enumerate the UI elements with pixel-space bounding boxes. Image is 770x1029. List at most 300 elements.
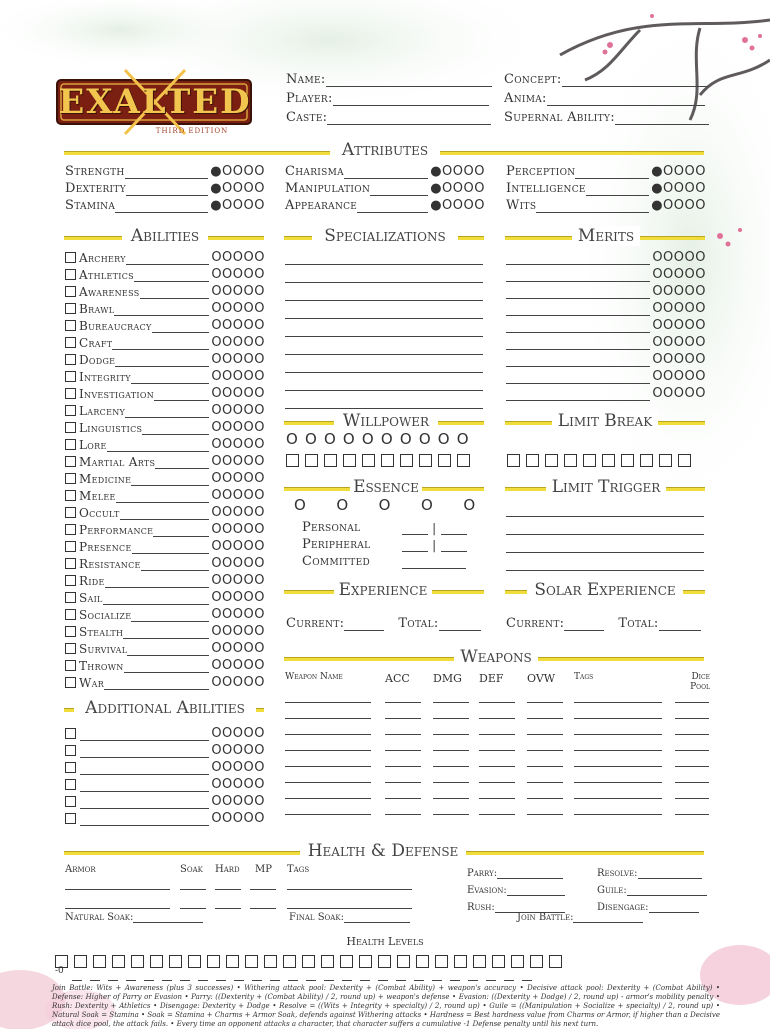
- join-battle-field[interactable]: [573, 912, 643, 923]
- ability-dots[interactable]: OOOOO: [211, 403, 265, 418]
- weapon-cell[interactable]: [433, 766, 469, 767]
- attribute-dots[interactable]: ●OOOO: [430, 164, 485, 179]
- weapon-cell[interactable]: [433, 702, 469, 703]
- merit-dots[interactable]: OOOOO: [652, 369, 706, 384]
- ability-favored-checkbox[interactable]: [65, 541, 76, 552]
- weapon-cell[interactable]: [285, 798, 371, 799]
- ability-favored-checkbox[interactable]: [65, 388, 76, 399]
- ability-dots[interactable]: OOOOO: [211, 386, 265, 401]
- track-box[interactable]: [640, 454, 653, 467]
- ability-favored-checkbox[interactable]: [65, 507, 76, 518]
- weapon-cell[interactable]: [574, 814, 662, 815]
- health-penalty-line[interactable]: [270, 972, 280, 981]
- attribute-specialty-line[interactable]: [115, 200, 208, 213]
- weapon-cell[interactable]: [527, 718, 563, 719]
- weapon-cell[interactable]: [675, 782, 709, 783]
- ability-dots[interactable]: OOOOO: [211, 471, 265, 486]
- weapon-cell[interactable]: [675, 734, 709, 735]
- weapon-cell[interactable]: [527, 766, 563, 767]
- ability-dots[interactable]: OOOOO: [211, 573, 265, 588]
- health-penalty-line[interactable]: [216, 972, 226, 981]
- supernal-ability-field[interactable]: [615, 110, 709, 125]
- attribute-dots[interactable]: ●OOOO: [651, 164, 706, 179]
- attribute-dots[interactable]: ●OOOO: [430, 198, 485, 213]
- ability-favored-checkbox[interactable]: [65, 320, 76, 331]
- track-box[interactable]: [602, 454, 615, 467]
- additional-ability-checkbox[interactable]: [65, 762, 76, 773]
- specialization-line[interactable]: [285, 248, 483, 265]
- health-penalty-line[interactable]: [450, 972, 460, 981]
- ability-line[interactable]: [107, 439, 210, 452]
- ability-favored-checkbox[interactable]: [65, 439, 76, 450]
- attribute-dots[interactable]: ●OOOO: [210, 164, 265, 179]
- ability-dots[interactable]: OOOOO: [211, 556, 265, 571]
- ability-favored-checkbox[interactable]: [65, 609, 76, 620]
- track-box[interactable]: [564, 454, 577, 467]
- peripheral-max-field[interactable]: [441, 539, 467, 552]
- willpower-boxes[interactable]: [286, 450, 476, 469]
- weapon-cell[interactable]: [433, 814, 469, 815]
- additional-ability-checkbox[interactable]: [65, 745, 76, 756]
- weapon-cell[interactable]: [285, 782, 371, 783]
- anima-field[interactable]: [547, 91, 705, 106]
- soak-field-1[interactable]: [180, 889, 206, 890]
- attribute-dots[interactable]: ●OOOO: [651, 198, 706, 213]
- health-penalty-line[interactable]: [126, 972, 136, 981]
- weapon-cell[interactable]: [385, 734, 421, 735]
- ability-line[interactable]: [116, 490, 210, 503]
- ability-dots[interactable]: OOOOO: [211, 641, 265, 656]
- track-box[interactable]: [324, 454, 337, 467]
- track-box[interactable]: [526, 454, 539, 467]
- attribute-specialty-line[interactable]: [536, 200, 649, 213]
- ability-dots[interactable]: OOOOO: [211, 284, 265, 299]
- weapon-cell[interactable]: [479, 782, 515, 783]
- ability-favored-checkbox[interactable]: [65, 677, 76, 688]
- ability-dots[interactable]: OOOOO: [211, 318, 265, 333]
- ability-dots[interactable]: OOOOO: [211, 624, 265, 639]
- weapon-cell[interactable]: [479, 702, 515, 703]
- health-penalty-line[interactable]: [486, 972, 496, 981]
- tags-field-2[interactable]: [287, 908, 412, 909]
- weapon-cell[interactable]: [285, 766, 371, 767]
- ability-favored-checkbox[interactable]: [65, 303, 76, 314]
- track-box[interactable]: [621, 454, 634, 467]
- supernal-ability-label: Supernal Ability:: [504, 110, 615, 125]
- additional-ability-row: [65, 758, 265, 775]
- ability-favored-checkbox[interactable]: [65, 354, 76, 365]
- final-soak-field[interactable]: [344, 912, 410, 923]
- specialization-line[interactable]: [285, 374, 483, 391]
- essence-dots[interactable]: O O O O O: [294, 496, 483, 514]
- natural-soak-field[interactable]: [133, 912, 203, 923]
- natural-soak-label: Natural Soak:: [65, 912, 134, 923]
- health-penalty-line[interactable]: [252, 972, 262, 981]
- ability-line[interactable]: [142, 422, 209, 435]
- additional-ability-checkbox[interactable]: [65, 728, 76, 739]
- weapon-cell[interactable]: [527, 814, 563, 815]
- ability-favored-checkbox[interactable]: [65, 660, 76, 671]
- attribute-specialty-line[interactable]: [586, 183, 649, 196]
- ability-line[interactable]: [154, 388, 209, 401]
- personal-field[interactable]: [402, 522, 428, 535]
- ability-line[interactable]: [153, 524, 209, 537]
- track-box[interactable]: [507, 454, 520, 467]
- weapon-cell[interactable]: [479, 718, 515, 719]
- weapon-cell[interactable]: [527, 750, 563, 751]
- weapon-cell[interactable]: [675, 766, 709, 767]
- weapon-cell[interactable]: [479, 766, 515, 767]
- health-penalty-line[interactable]: [378, 972, 388, 981]
- experience-total-field[interactable]: [439, 618, 481, 631]
- committed-field[interactable]: [402, 556, 466, 569]
- tags-field-1[interactable]: [287, 889, 412, 890]
- health-penalty-line[interactable]: [396, 972, 406, 981]
- weapon-cell[interactable]: [527, 734, 563, 735]
- merit-dots[interactable]: OOOOO: [652, 250, 706, 265]
- ability-line[interactable]: [114, 303, 209, 316]
- additional-ability-dots[interactable]: OOOOO: [211, 743, 265, 758]
- ability-line[interactable]: [104, 677, 209, 690]
- track-box[interactable]: [305, 454, 318, 467]
- weapon-cell[interactable]: [385, 702, 421, 703]
- ability-line[interactable]: [134, 269, 209, 282]
- ability-line[interactable]: [103, 592, 210, 605]
- name-field[interactable]: [326, 72, 492, 87]
- disengage-field[interactable]: [649, 902, 699, 913]
- health-penalty-line[interactable]: [360, 972, 370, 981]
- weapon-cell[interactable]: [479, 814, 515, 815]
- solar-experience-total-field[interactable]: [659, 618, 701, 631]
- attribute-dots[interactable]: ●OOOO: [210, 198, 265, 213]
- merit-dots[interactable]: OOOOO: [652, 386, 706, 401]
- merit-line[interactable]: [506, 286, 650, 299]
- weapon-cell[interactable]: [433, 782, 469, 783]
- ability-row: [65, 554, 265, 571]
- merit-line[interactable]: [506, 269, 650, 282]
- health-penalty-line[interactable]: [432, 972, 442, 981]
- additional-ability-line[interactable]: [80, 813, 209, 826]
- weapon-cell[interactable]: [433, 718, 469, 719]
- ability-line[interactable]: [132, 541, 210, 554]
- merit-line[interactable]: [506, 337, 650, 350]
- track-box[interactable]: [583, 454, 596, 467]
- attribute-specialty-line[interactable]: [126, 183, 208, 196]
- specialization-line[interactable]: [285, 302, 483, 319]
- additional-ability-line[interactable]: [80, 745, 209, 758]
- weapon-cell[interactable]: [675, 718, 709, 719]
- additional-ability-line[interactable]: [80, 779, 209, 792]
- additional-ability-checkbox[interactable]: [65, 779, 76, 790]
- attribute-specialty-line[interactable]: [575, 166, 649, 179]
- ability-dots[interactable]: OOOOO: [211, 590, 265, 605]
- hard-field-2[interactable]: [215, 908, 241, 909]
- attribute-dots[interactable]: ●OOOO: [651, 181, 706, 196]
- hard-field-1[interactable]: [215, 889, 241, 890]
- track-box[interactable]: [362, 454, 375, 467]
- weapon-cell[interactable]: [574, 798, 662, 799]
- weapon-cell[interactable]: [433, 798, 469, 799]
- weapon-cell[interactable]: [574, 782, 662, 783]
- ability-favored-checkbox[interactable]: [65, 422, 76, 433]
- weapon-cell[interactable]: [479, 750, 515, 751]
- mp-field-2[interactable]: [250, 908, 276, 909]
- experience-current-field[interactable]: [344, 618, 384, 631]
- attribute-dots[interactable]: ●OOOO: [430, 181, 485, 196]
- armor-field-1[interactable]: [65, 889, 170, 890]
- ability-dots[interactable]: OOOOO: [211, 437, 265, 452]
- merit-dots[interactable]: OOOOO: [652, 284, 706, 299]
- track-box[interactable]: [545, 454, 558, 467]
- evasion-field[interactable]: [507, 885, 565, 896]
- willpower-header: Willpower: [334, 411, 438, 431]
- merit-line[interactable]: [506, 320, 650, 333]
- track-box[interactable]: [381, 454, 394, 467]
- merit-line[interactable]: [506, 303, 650, 316]
- ability-favored-checkbox[interactable]: [65, 371, 76, 382]
- ability-favored-checkbox[interactable]: [65, 337, 76, 348]
- personal-max-field[interactable]: [441, 522, 467, 535]
- ability-line[interactable]: [126, 252, 210, 265]
- ability-line[interactable]: [112, 337, 209, 350]
- concept-field[interactable]: [562, 72, 708, 87]
- ability-favored-checkbox[interactable]: [65, 626, 76, 637]
- track-box[interactable]: [286, 454, 299, 467]
- weapon-cell[interactable]: [385, 766, 421, 767]
- ability-favored-checkbox[interactable]: [65, 405, 76, 416]
- health-penalty-line[interactable]: [234, 972, 244, 981]
- weapon-cell[interactable]: [675, 798, 709, 799]
- merit-line[interactable]: [506, 388, 650, 401]
- ability-line[interactable]: [152, 320, 210, 333]
- ability-line[interactable]: [127, 643, 209, 656]
- health-penalty-line[interactable]: [180, 972, 190, 981]
- health-penalty-line[interactable]: [468, 972, 478, 981]
- additional-ability-dots[interactable]: OOOOO: [211, 777, 265, 792]
- weapon-cell[interactable]: [285, 734, 371, 735]
- ability-line[interactable]: [131, 371, 210, 384]
- ability-favored-checkbox[interactable]: [65, 643, 76, 654]
- additional-ability-dots[interactable]: OOOOO: [211, 726, 265, 741]
- health-penalty-line[interactable]: [414, 972, 424, 981]
- ability-dots[interactable]: OOOOO: [211, 369, 265, 384]
- merit-line[interactable]: [506, 252, 650, 265]
- ability-line[interactable]: [131, 609, 209, 622]
- weapon-cell[interactable]: [479, 734, 515, 735]
- ability-line[interactable]: [141, 558, 210, 571]
- attribute-dots[interactable]: ●OOOO: [210, 181, 265, 196]
- ability-favored-checkbox[interactable]: [65, 490, 76, 501]
- health-penalty-line[interactable]: [72, 972, 82, 981]
- additional-ability-checkbox[interactable]: [65, 796, 76, 807]
- ability-dots[interactable]: OOOOO: [211, 658, 265, 673]
- track-box[interactable]: [457, 454, 470, 467]
- evasion-label: Evasion:: [467, 885, 507, 896]
- soak-col: Soak: [180, 864, 203, 875]
- weapon-cell[interactable]: [527, 798, 563, 799]
- ability-line[interactable]: [140, 286, 210, 299]
- ability-dots[interactable]: OOOOO: [211, 539, 265, 554]
- additional-ability-line[interactable]: [80, 728, 209, 741]
- ability-dots[interactable]: OOOOO: [211, 607, 265, 622]
- health-penalty-line[interactable]: [504, 972, 514, 981]
- armor-field-2[interactable]: [65, 908, 170, 909]
- health-penalty-line[interactable]: [288, 972, 298, 981]
- additional-ability-dots[interactable]: OOOOO: [211, 760, 265, 775]
- specialization-line[interactable]: [285, 284, 483, 301]
- ability-favored-checkbox[interactable]: [65, 456, 76, 467]
- ability-row: [65, 248, 265, 265]
- peripheral-field[interactable]: [402, 539, 428, 552]
- concept-label: Concept:: [504, 72, 562, 87]
- health-penalty-line[interactable]: [342, 972, 352, 981]
- willpower-dots[interactable]: O O O O O O O O O O: [286, 430, 470, 448]
- health-penalty-line[interactable]: [162, 972, 172, 981]
- ability-line[interactable]: [131, 473, 209, 486]
- specialization-line[interactable]: [285, 338, 483, 355]
- guile-field[interactable]: [627, 885, 707, 896]
- weapon-cell[interactable]: [385, 798, 421, 799]
- ability-line[interactable]: [125, 405, 209, 418]
- health-penalty-line[interactable]: [522, 972, 532, 981]
- weapon-cell[interactable]: [479, 798, 515, 799]
- specialization-line[interactable]: [285, 356, 483, 373]
- specialization-line[interactable]: [285, 266, 483, 283]
- weapon-cell[interactable]: [574, 750, 662, 751]
- weapon-cell[interactable]: [285, 702, 371, 703]
- health-penalty-line[interactable]: [108, 972, 118, 981]
- ability-dots[interactable]: OOOOO: [211, 352, 265, 367]
- weapon-cell[interactable]: [385, 750, 421, 751]
- weapon-cell[interactable]: [527, 782, 563, 783]
- ability-dots[interactable]: OOOOO: [211, 505, 265, 520]
- ability-dots[interactable]: OOOOO: [211, 488, 265, 503]
- health-penalty-line[interactable]: [90, 972, 100, 981]
- ability-favored-checkbox[interactable]: [65, 252, 76, 263]
- ability-favored-checkbox[interactable]: [65, 286, 76, 297]
- track-box[interactable]: [549, 955, 562, 968]
- ability-favored-checkbox[interactable]: [65, 269, 76, 280]
- limit-trigger-line[interactable]: [506, 536, 704, 553]
- merit-row: [506, 265, 706, 282]
- ability-dots[interactable]: OOOOO: [211, 454, 265, 469]
- health-penalty-line[interactable]: [306, 972, 316, 981]
- weapon-cell[interactable]: [385, 718, 421, 719]
- weapon-cell[interactable]: [527, 702, 563, 703]
- resolve-field[interactable]: [638, 868, 702, 879]
- weapon-cell[interactable]: [574, 718, 662, 719]
- track-box[interactable]: [678, 454, 691, 467]
- ability-dots[interactable]: OOOOO: [211, 301, 265, 316]
- weapon-cell[interactable]: [574, 766, 662, 767]
- weapon-cell[interactable]: [285, 750, 371, 751]
- weapon-cell[interactable]: [574, 702, 662, 703]
- ability-dots[interactable]: OOOOO: [211, 675, 265, 690]
- track-box[interactable]: [400, 454, 413, 467]
- weapon-cell[interactable]: [574, 734, 662, 735]
- player-field[interactable]: [333, 91, 489, 106]
- merit-dots[interactable]: OOOOO: [652, 267, 706, 282]
- limit-trigger-line[interactable]: [506, 554, 704, 571]
- mp-field-1[interactable]: [250, 889, 276, 890]
- merit-dots[interactable]: OOOOO: [652, 301, 706, 316]
- weapon-cell[interactable]: [433, 750, 469, 751]
- track-box[interactable]: [419, 454, 432, 467]
- additional-ability-line[interactable]: [80, 796, 209, 809]
- additional-ability-line[interactable]: [80, 762, 209, 775]
- health-penalty-line[interactable]: [198, 972, 208, 981]
- merit-line[interactable]: [506, 371, 650, 384]
- attribute-specialty-line[interactable]: [344, 166, 428, 179]
- weapon-cell[interactable]: [385, 782, 421, 783]
- ability-line[interactable]: [124, 660, 210, 673]
- ability-favored-checkbox[interactable]: [65, 524, 76, 535]
- weapon-cell[interactable]: [433, 734, 469, 735]
- parry-field[interactable]: [497, 868, 563, 879]
- limit-trigger-lines[interactable]: [506, 500, 704, 572]
- additional-ability-checkbox[interactable]: [65, 813, 76, 824]
- ability-favored-checkbox[interactable]: [65, 592, 76, 603]
- ability-dots[interactable]: OOOOO: [211, 335, 265, 350]
- health-level-penalty-lines[interactable]: [72, 966, 540, 985]
- weapon-cell[interactable]: [385, 814, 421, 815]
- ability-dots[interactable]: OOOOO: [211, 420, 265, 435]
- merit-dots[interactable]: OOOOO: [652, 352, 706, 367]
- track-box[interactable]: [343, 454, 356, 467]
- ability-line[interactable]: [155, 456, 209, 469]
- specialization-line[interactable]: [285, 320, 483, 337]
- ability-dots[interactable]: OOOOO: [211, 250, 265, 265]
- attribute-row: [65, 179, 265, 196]
- weapon-cell[interactable]: [675, 814, 709, 815]
- weapon-cell[interactable]: [285, 814, 371, 815]
- ability-dots[interactable]: OOOOO: [211, 522, 265, 537]
- ability-label: Presence: [79, 540, 132, 554]
- merit-line[interactable]: [506, 354, 650, 367]
- limit-trigger-line[interactable]: [506, 500, 704, 517]
- ability-line[interactable]: [105, 575, 210, 588]
- limit-trigger-line[interactable]: [506, 518, 704, 535]
- merit-dots[interactable]: OOOOO: [652, 335, 706, 350]
- soak-field-2[interactable]: [180, 908, 206, 909]
- weapon-cell[interactable]: [285, 718, 371, 719]
- additional-ability-dots[interactable]: OOOOO: [211, 794, 265, 809]
- ability-dots[interactable]: OOOOO: [211, 267, 265, 282]
- merit-dots[interactable]: OOOOO: [652, 318, 706, 333]
- ability-line[interactable]: [123, 626, 209, 639]
- additional-ability-dots[interactable]: OOOOO: [211, 811, 265, 826]
- track-box[interactable]: [659, 454, 672, 467]
- ability-line[interactable]: [115, 354, 209, 367]
- weapon-cell[interactable]: [675, 750, 709, 751]
- track-box[interactable]: [438, 454, 451, 467]
- limit-break-boxes[interactable]: [507, 450, 697, 469]
- weapon-cell[interactable]: [675, 702, 709, 703]
- health-penalty-line[interactable]: [324, 972, 334, 981]
- attribute-specialty-line[interactable]: [370, 183, 428, 196]
- ability-favored-checkbox[interactable]: [65, 558, 76, 569]
- specialization-line[interactable]: [285, 392, 483, 409]
- attribute-specialty-line[interactable]: [357, 200, 428, 213]
- solar-experience-current-field[interactable]: [564, 618, 604, 631]
- attribute-specialty-line[interactable]: [125, 166, 209, 179]
- caste-field[interactable]: [327, 110, 491, 125]
- ability-favored-checkbox[interactable]: [65, 473, 76, 484]
- ability-label: Integrity: [79, 370, 131, 384]
- ability-favored-checkbox[interactable]: [65, 575, 76, 586]
- health-penalty-line[interactable]: [144, 972, 154, 981]
- ability-line[interactable]: [120, 507, 210, 520]
